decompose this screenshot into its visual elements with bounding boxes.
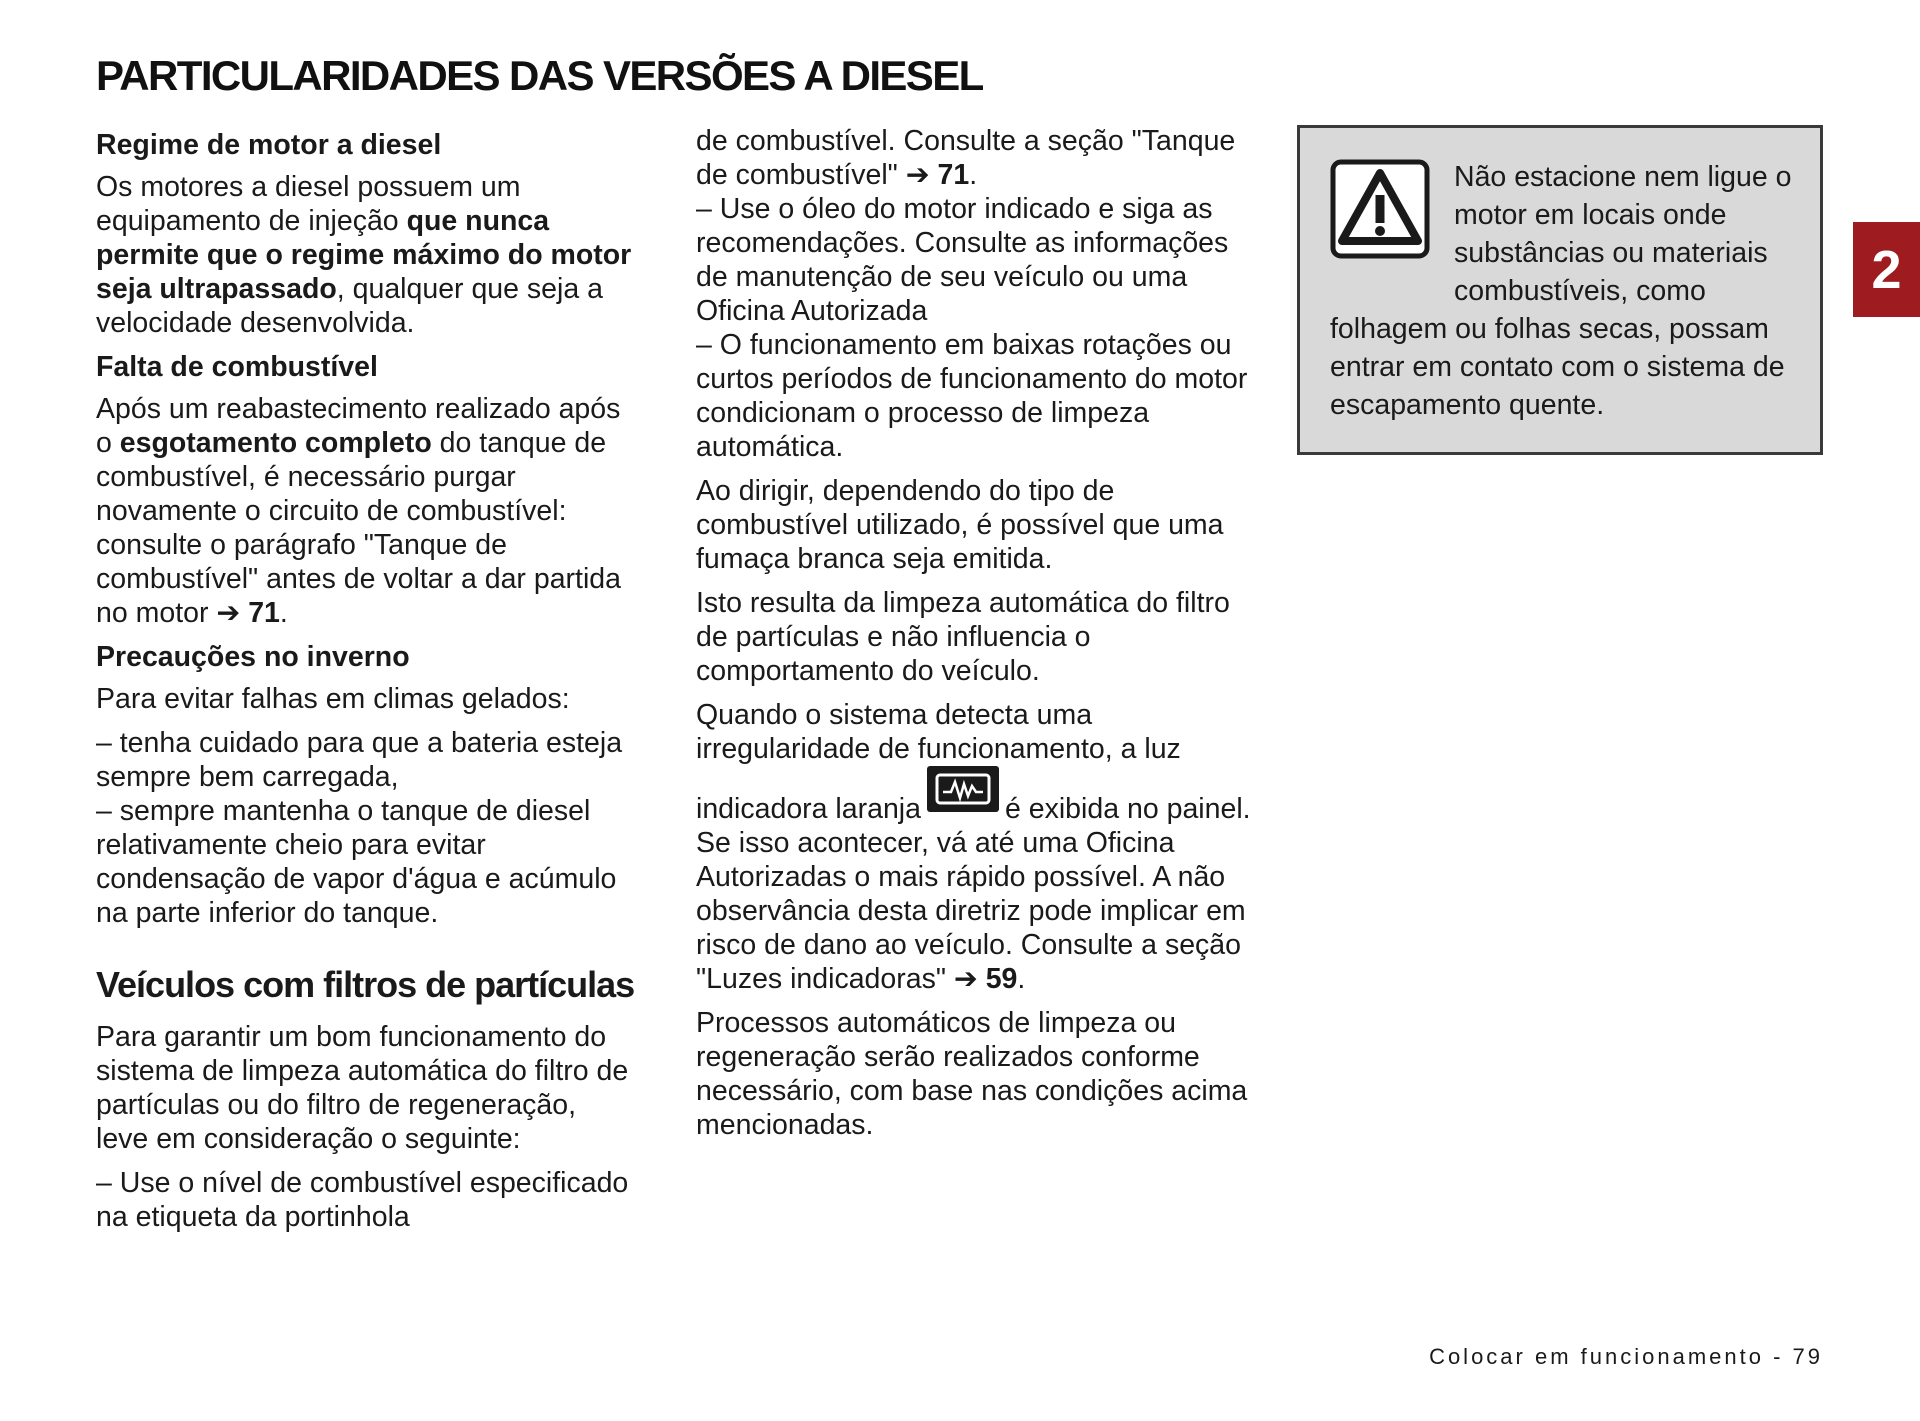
- particle-filter-warning-icon: [927, 766, 999, 812]
- paragraph-dirigir: Ao dirigir, dependendo do tipo de combustível utilizado, é possível que uma fumaça branca seja emitida.: [696, 475, 1224, 575]
- page-ref-link[interactable]: 71: [248, 597, 280, 629]
- arrow-right-icon: ➔: [905, 159, 930, 191]
- page-title: PARTICULARIDADES DAS VERSÕES A DIESEL: [96, 52, 983, 99]
- arrow-right-icon: ➔: [216, 597, 241, 629]
- paragraph-continuation: de combustível. Consulte a seção "Tanque de combustível" ➔ 71.: [696, 125, 1236, 191]
- column-middle: [696, 124, 1256, 1152]
- heading-regime: Regime de motor a diesel: [96, 129, 442, 161]
- page-ref-link[interactable]: 59: [985, 963, 1018, 995]
- list-item: – O funcionamento em baixas rotações ou curtos períodos de funcionamento do motor condicionam o processo de limpeza automática.: [696, 329, 1248, 463]
- page-ref-link[interactable]: 71: [937, 159, 970, 191]
- column-left: [96, 128, 636, 1244]
- list-item: – sempre mantenha o tanque de diesel relativamente cheio para evitar condensação de vapor d'água e acúmulo na parte inferior do tanque.: [96, 795, 617, 929]
- page-footer: Colocar em funcionamento - 79: [1429, 1344, 1823, 1369]
- paragraph-falta: Após um reabastecimento realizado após o esgotamento completo do tanque de combustível, é necessário purgar novamente o circuito de combustível: consulte o parágrafo "Tanque de combustível" antes de voltar a dar partida no motor ➔ 71.: [96, 393, 621, 629]
- paragraph-processos: Processos automáticos de limpeza ou regeneração serão realizados conforme necessário, com base nas condições acima mencionadas.: [696, 1007, 1248, 1141]
- warning-text: Não estacione nem ligue o motor em locais onde substâncias ou materiais combustíveis, como folhagem ou folhas secas, possam entrar em contato com o sistema de escapamento quente.: [1330, 161, 1792, 421]
- heading-falta-combustivel: Falta de combustível: [96, 351, 378, 383]
- list-item: – Use o nível de combustível especificado na etiqueta da portinhola: [96, 1167, 629, 1233]
- paragraph-resulta: Isto resulta da limpeza automática do filtro de partículas e não influencia o comportamento do veículo.: [696, 587, 1230, 687]
- chapter-tab[interactable]: 2: [1853, 222, 1920, 317]
- heading-inverno: Precauções no inverno: [96, 641, 410, 673]
- arrow-right-icon: ➔: [953, 963, 978, 995]
- paragraph-regime: Os motores a diesel possuem um equipamento de injeção que nunca permite que o regime máximo do motor seja ultrapassado, qualquer que seja a velocidade desenvolvida.: [96, 171, 632, 339]
- heading-filtros-particulas: Veículos com filtros de partículas: [96, 964, 635, 1005]
- warning-box: [1297, 125, 1823, 455]
- list-item: – Use o óleo do motor indicado e siga as recomendações. Consulte as informações de manutenção de seu veículo ou uma Oficina Autorizada: [696, 193, 1229, 327]
- paragraph-filtros-intro: Para garantir um bom funcionamento do sistema de limpeza automática do filtro de partículas ou do filtro de regeneração, leve em consideração o seguinte:: [96, 1021, 629, 1155]
- list-item: – tenha cuidado para que a bateria esteja sempre bem carregada,: [96, 727, 623, 793]
- paragraph-indicador: Quando o sistema detecta uma irregularidade de funcionamento, a luz indicadora laranja é exibida no painel. Se isso acontecer, vá até uma Oficina Autorizadas o mais rápido possível. A não observância desta diretriz pode implicar em risco de dano ao veículo. Consulte a seção "Luzes indicadoras" ➔ 59.: [696, 699, 1251, 995]
- paragraph-inverno-intro: Para evitar falhas em climas gelados:: [96, 683, 570, 715]
